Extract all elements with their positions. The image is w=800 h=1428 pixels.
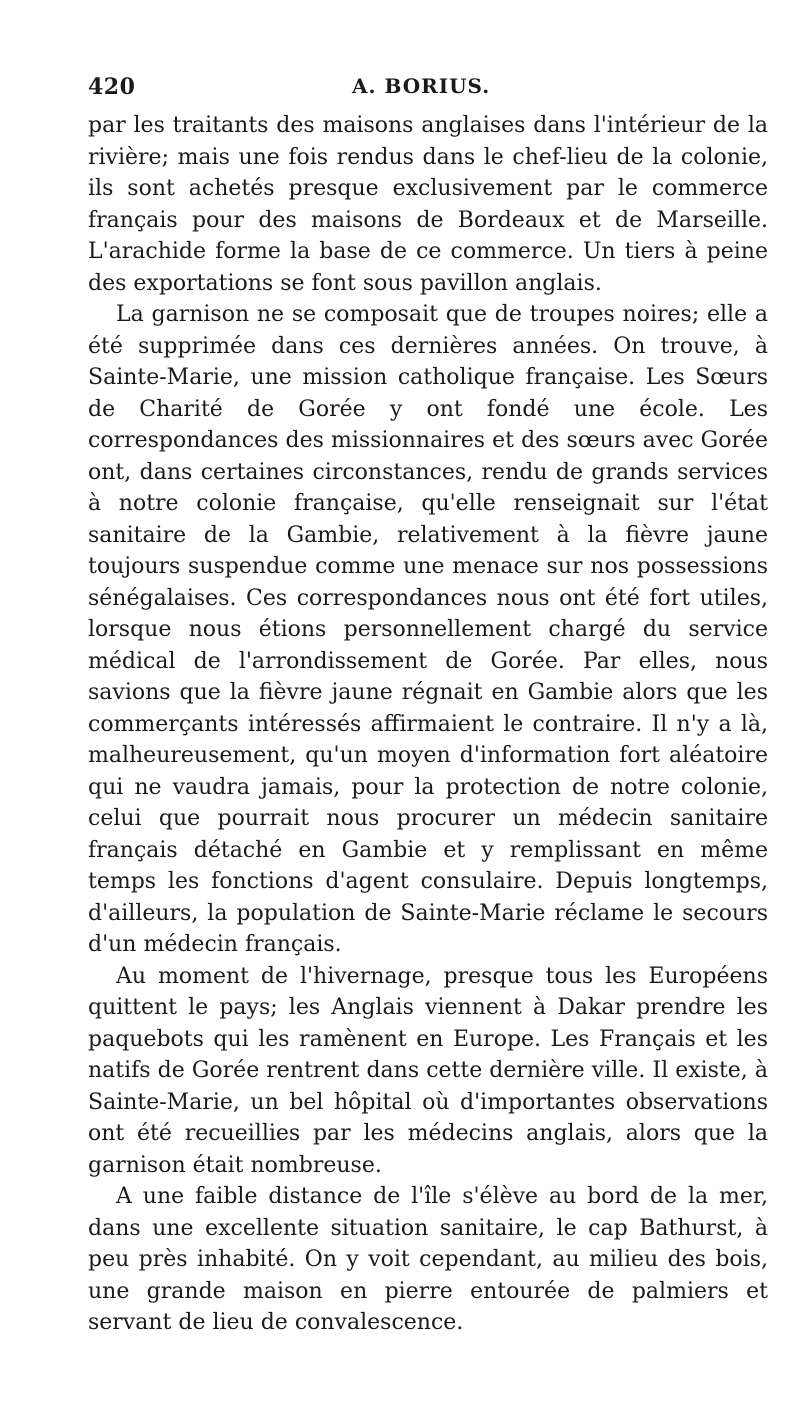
running-head (88, 74, 768, 104)
paragraph-continued: par les traitants des maisons anglaises dans l'intérieur de la rivière; mais une fois rendus dans le chef-lieu de la colonie, ils sont achetés presque exclusivement par le commerce français pour des maisons de Bordeaux et de Marseille. L'arachide forme la base de ce commerce. Un tiers à peine des exportations se font sous pavillon anglais. (88, 113, 768, 296)
paragraph-wintering: Au moment de l'hivernage, presque tous les Européens quittent le pays; les Anglais viennent à Dakar prendre les paquebots qui les ramènent en Europe. Les Français et les natifs de Gorée rentrent dans cette dernière ville. Il existe, à Sainte-Marie, un bel hôpital où d'importantes observations ont été recueillies par les médecins anglais, alors que la garnison était nombreuse. (88, 963, 768, 1178)
paragraph-cape-bathurst: A une faible distance de l'île s'élève au bord de la mer, dans une excellente situation sanitaire, le cap Bathurst, à peu près inhabité. On y voit cependant, au milieu des bois, une grande maison en pierre entourée de palmiers et servant de lieu de convalescence. (88, 1184, 768, 1335)
page-number: 420 (88, 74, 136, 100)
running-title: A. BORIUS. (352, 74, 491, 98)
body-text (88, 110, 768, 1339)
paragraph-garrison: La garnison ne se composait que de troupes noires; elle a été supprimée dans ces dernières années. On trouve, à Sainte-Marie, une mission catholique française. Les Sœurs de Charité de Gorée y ont fondé une école. Les correspondances des missionnaires et des sœurs avec Gorée ont, dans certaines circonstances, rendu de grands services à notre colonie française, qu'elle renseignait sur l'état sanitaire de la Gambie, relativement à la fièvre jaune toujours suspendue comme une menace sur nos possessions sénégalaises. Ces correspondances nous ont été fort utiles, lorsque nous étions personnellement chargé du service médical de l'arrondissement de Gorée. Par elles, nous savions que la fièvre jaune régnait en Gambie alors que les commerçants intéressés affirmaient le contraire. Il n'y a là, malheureusement, qu'un moyen d'information fort aléatoire qui ne vaudra jamais, pour la protection de notre colonie, celui que pourrait nous procurer un médecin sanitaire français détaché en Gambie et y remplissant en même temps les fonctions d'agent consulaire. Depuis longtemps, d'ailleurs, la population de Sainte-Marie réclame le secours d'un médecin français. (88, 302, 768, 957)
